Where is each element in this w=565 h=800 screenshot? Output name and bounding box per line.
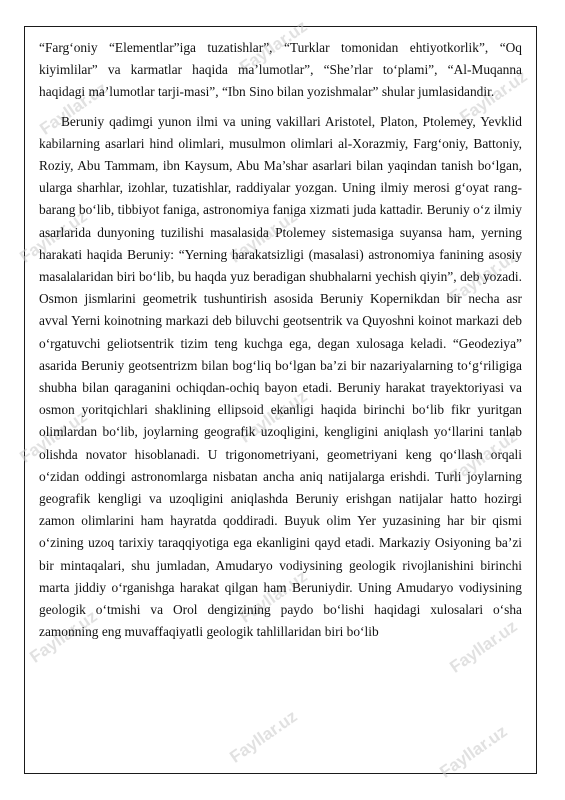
document-body bbox=[39, 37, 522, 643]
watermark: Fayllar.uz bbox=[226, 706, 301, 767]
paragraph-2: Beruniy qadimgi yunon ilmi va uning vakillari Aristotel, Platon, Ptolemey, Yevklid kabilarning asarlari hind olimlari, musulmon olimlari al-Xorazmiy, Farg‘oniy, Battoniy, Roziy, Abu Tammam, ibn Kaysum, Abu Ma’shar asarlari bilan yaqindan tanish bo‘lgan, ularga sharhlar, izohlar, tuzatishlar, raddiyalar yozgan. Uning ilmiy merosi g‘oyat rang-barang bo‘lib, tibbiyot faniga, astronomiya faniga xizmati juda kattadir. Beruniy o‘z ilmiy asarlarida dunyoning tuzilishi masalasida Ptolemey sistemasiga suyansa ham, yerning harakati haqida Beruniy: “Yerning harakatsizligi (masalasi) astronomiya fanining asosiy masalalaridan biri bo‘lib, bu haqda yuz beradigan shubhalarni yechish qiyin”, deb yozadi. Osmon jismlarini geometrik tushuntirish asosida Beruniy Kopernikdan bir necha asr avval Yerni koinotning markazi deb biluvchi geotsentrik va Quyoshni koinot markazi deb o‘rgatuvchi geliotsentrik tizim teng kuchga ega, degan xulosaga keladi. “Geodeziya” asarida Beruniy geotsentrizm bilan bog‘liq bo‘lgan ba’zi bir nazariyalarning to‘g‘riligiga shubha bilan qaraganini ochiqdan-ochiq bayon etadi. Beruniy harakat trayektoriyasi va osmon yoritqichlari shaklining ellipsoid ekanligi haqida birinchi bo‘lib fikr yuritgan olimlardan bo‘lib, joylarning geografik uzoqligini, kengligini aniqlash yo‘llarini tanlab olishda novator hisoblanadi. U trigonometriyani, geometriyani keng qo‘llash orqali o‘zidan oddingi astronomlarga nisbatan ancha aniq natijalarga erishdi. Turli joylarning geografik kengligi va uzoqligini aniqlashda Beruniy erishgan natijalar hatto hozirgi zamon olimlarini ham hayratda qoddiradi. Buyuk olim Yer yuzasining har bir qismi o‘zining uzoq tarixiy taraqqiyotiga ega ekanligini qayd etadi. Markaziy Osiyoning ba’zi bir mintaqalari, shu jumladan, Amudaryo vodiysining geologik rivojlanishini birinchi marta jiddiy o‘rganishga harakat qilgan ham Beruniydir. Uning Amudaryo vodiysining geologik o‘tmishi va Orol dengizining paydo bo‘lishi haqidagi xulosalari o‘sha zamonning eng muvaffaqiyatli geologik tahlillaridan biri bo‘lib bbox=[39, 113, 522, 640]
watermark: Fayllar.uz bbox=[26, 606, 101, 667]
watermark: Fayllar.uz bbox=[36, 78, 111, 139]
watermark: Fayllar.uz bbox=[16, 406, 91, 467]
watermark: Fayllar.uz bbox=[16, 206, 91, 267]
watermark: Fayllar.uz bbox=[236, 386, 311, 447]
paragraph-1: “Farg‘oniy “Elementlar”iga tuzatishlar”, “Turklar tomonidan ehtiyotkorlik”, “Oq kiyimlilar” va karmatlar haqida ma’lumotlar”, “She’rlar to‘plami”, “Al-Muqanna haqidagi ma’lumotlar tarji-masi”, “Ibn Sino bilan yozishmalar” shular jumlasidandir. bbox=[39, 40, 522, 100]
watermark: Fayllar.uz bbox=[226, 206, 301, 267]
watermark: Fayllar.uz bbox=[436, 721, 511, 782]
watermark: Fayllar.uz bbox=[236, 16, 311, 77]
watermark: Fayllar.uz bbox=[236, 566, 311, 627]
watermark: Fayllar.uz bbox=[456, 66, 531, 127]
watermark: Fayllar.uz bbox=[446, 246, 521, 307]
watermark: Fayllar.uz bbox=[446, 616, 521, 677]
watermark: Fayllar.uz bbox=[446, 426, 521, 487]
